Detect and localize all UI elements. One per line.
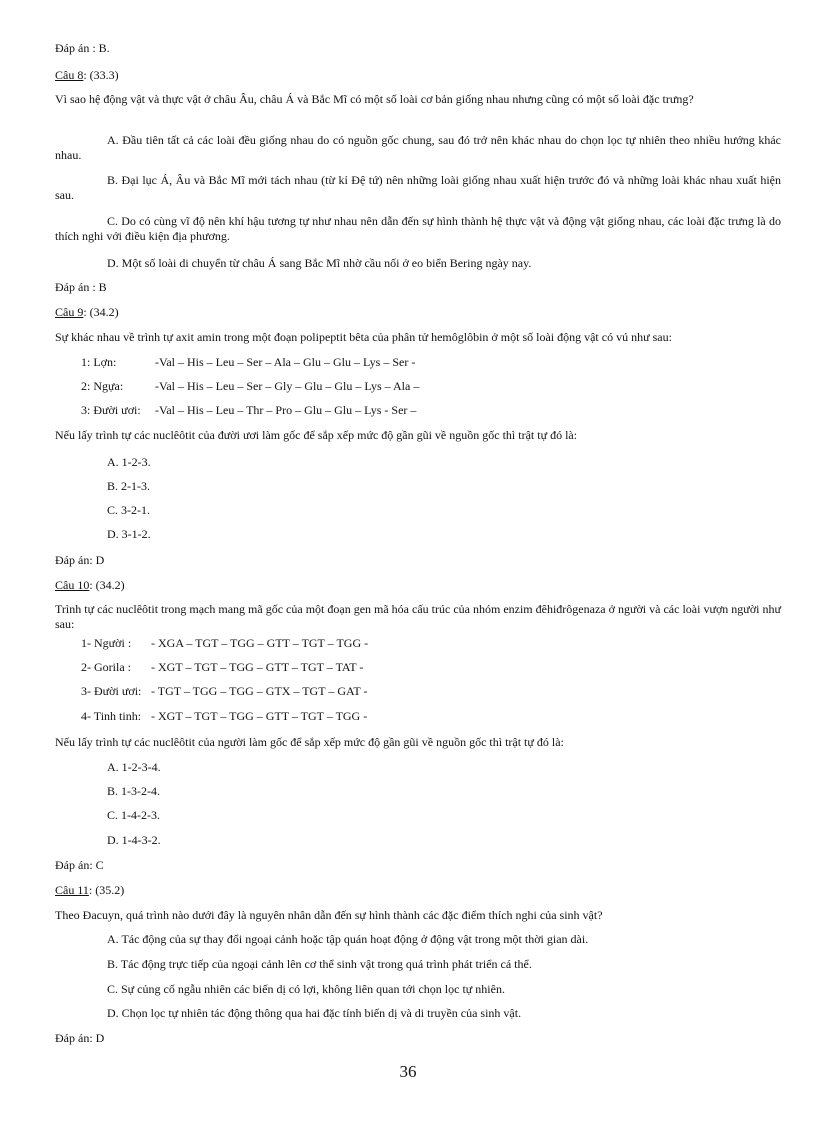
species-name: 4- Tinh tinh: [81, 709, 142, 723]
question-heading [55, 68, 781, 83]
species-name: 3- Đười ươi: [81, 684, 142, 698]
sequence-row [81, 403, 807, 418]
option-a: A. Tác động của sự thay đổi ngoại cảnh hoặc tập quán hoạt động ở động vật trong một thời gian dài. [107, 932, 589, 946]
answer-line: Đáp án: D [55, 553, 105, 567]
question-number: Câu 8 [55, 68, 84, 82]
option-b: B. Đại lục Á, Âu và Bắc Mĩ mới tách nhau (từ kỉ Đệ tứ) nên những loài giống nhau xuất hiện trước đó và những loài khác nhau xuất hiện sau. [55, 173, 781, 202]
species-name: 1- Người : [81, 636, 132, 650]
species-name: 2: Ngựa: [81, 379, 124, 393]
answer-line: Đáp án: D [55, 1031, 105, 1045]
question-text: Sự khác nhau về trình tự axit amin trong một đoạn polipeptit bêta của phân tử hemôglôbin ở một số loài động vật có vú như sau: [55, 330, 672, 344]
species-name: 2- Gorila : [81, 660, 131, 674]
question-heading [55, 578, 781, 593]
question-text: Vì sao hệ động vật và thực vật ở châu Âu, châu Á và Bắc Mĩ có một số loài cơ bản giống nhau nhưng cũng có một số loài đặc trưng? [55, 92, 694, 106]
option-d: D. Một số loài di chuyển từ châu Á sang Bắc Mĩ nhờ cầu nối ở eo biển Bering ngày nay. [107, 256, 532, 270]
species-sequence: - XGA – TGT – TGG – GTT – TGT – TGG - [151, 636, 369, 650]
species-name: 3: Đười ươi: [81, 403, 141, 417]
option-b: B. 2-1-3. [107, 479, 150, 493]
option-b: B. Tác động trực tiếp của ngoại cảnh lên cơ thể sinh vật trong quá trình phát triển cá thể. [107, 957, 532, 971]
sequence-row [81, 709, 807, 724]
species-sequence: -Val – His – Leu – Thr – Pro – Glu – Glu – Lys - Ser – [155, 403, 417, 417]
option-c: C. Sự củng cố ngẫu nhiên các biến dị có lợi, không liên quan tới chọn lọc tự nhiên. [107, 982, 505, 996]
option-d: D. 1-4-3-2. [107, 833, 161, 847]
option-c: C. 3-2-1. [107, 503, 150, 517]
answer-line: Đáp án: C [55, 858, 104, 872]
species-sequence: - XGT – TGT – TGG – GTT – TGT – TAT - [151, 660, 364, 674]
answer-line: Đáp án : B [55, 280, 107, 294]
question-prompt: Nếu lấy trình tự các nuclêôtit của đười ươi làm gốc để sắp xếp mức độ gần gũi về nguồn gốc thì trật tự đó là: [55, 428, 578, 442]
species-sequence: -Val – His – Leu – Ser – Ala – Glu – Glu – Lys – Ser - [155, 355, 416, 369]
option-a: A. Đầu tiên tất cả các loài đều giống nhau do có nguồn gốc chung, sau đó trở nên khác nhau do chọn lọc tự nhiên theo nhiều hướng khác nhau. [55, 133, 781, 162]
sequence-row [81, 660, 807, 675]
question-number: Câu 10 [55, 578, 90, 592]
species-sequence: - TGT – TGG – TGG – GTX – TGT – GAT - [151, 684, 368, 698]
question-ref: : (34.2) [89, 578, 125, 592]
option-d: D. Chọn lọc tự nhiên tác động thông qua hai đặc tính biến dị và di truyền của sinh vật. [107, 1006, 522, 1020]
page-number: 36 [399, 1062, 417, 1081]
species-sequence: - XGT – TGT – TGG – GTT – TGT – TGG - [151, 709, 368, 723]
option-b: B. 1-3-2-4. [107, 784, 160, 798]
question-number: Câu 9 [55, 305, 84, 319]
sequence-row [81, 379, 807, 394]
option-c: C. 1-4-2-3. [107, 808, 160, 822]
sequence-row [81, 684, 807, 699]
question-number: Câu 11 [55, 883, 89, 897]
option-d: D. 3-1-2. [107, 527, 151, 541]
sequence-row [81, 355, 807, 370]
question-ref: : (34.2) [83, 305, 119, 319]
option-a: A. 1-2-3-4. [107, 760, 161, 774]
question-ref: : (33.3) [83, 68, 119, 82]
question-ref: : (35.2) [88, 883, 125, 897]
species-name: 1: Lợn: [81, 355, 117, 369]
question-prompt: Nếu lấy trình tự các nuclêôtit của người làm gốc để sắp xếp mức độ gần gũi về nguồn gốc thì trật tự đó là: [55, 735, 564, 749]
option-a: A. 1-2-3. [107, 455, 151, 469]
question-heading [55, 883, 781, 898]
question-heading [55, 305, 781, 320]
species-sequence: -Val – His – Leu – Ser – Gly – Glu – Glu – Lys – Ala – [155, 379, 420, 393]
option-c: C. Do có cùng vĩ độ nên khí hậu tương tự như nhau nên dẫn đến sự hình thành hệ thực vật và động vật giống nhau, các loài đặc trưng là do thích nghi với điều kiện địa phương. [55, 214, 781, 243]
sequence-row [81, 636, 807, 651]
question-text: Trình tự các nuclêôtit trong mạch mang mã gốc của một đoạn gen mã hóa cấu trúc của nhóm enzim đêhiđrôgenaza ở người và các loài vượn người như sau: [55, 602, 781, 631]
answer-line: Đáp án : B. [55, 41, 110, 55]
question-text: Theo Đacuyn, quá trình nào dưới đây là nguyên nhân dẫn đến sự hình thành các đặc điểm thích nghi của sinh vật? [55, 908, 603, 922]
